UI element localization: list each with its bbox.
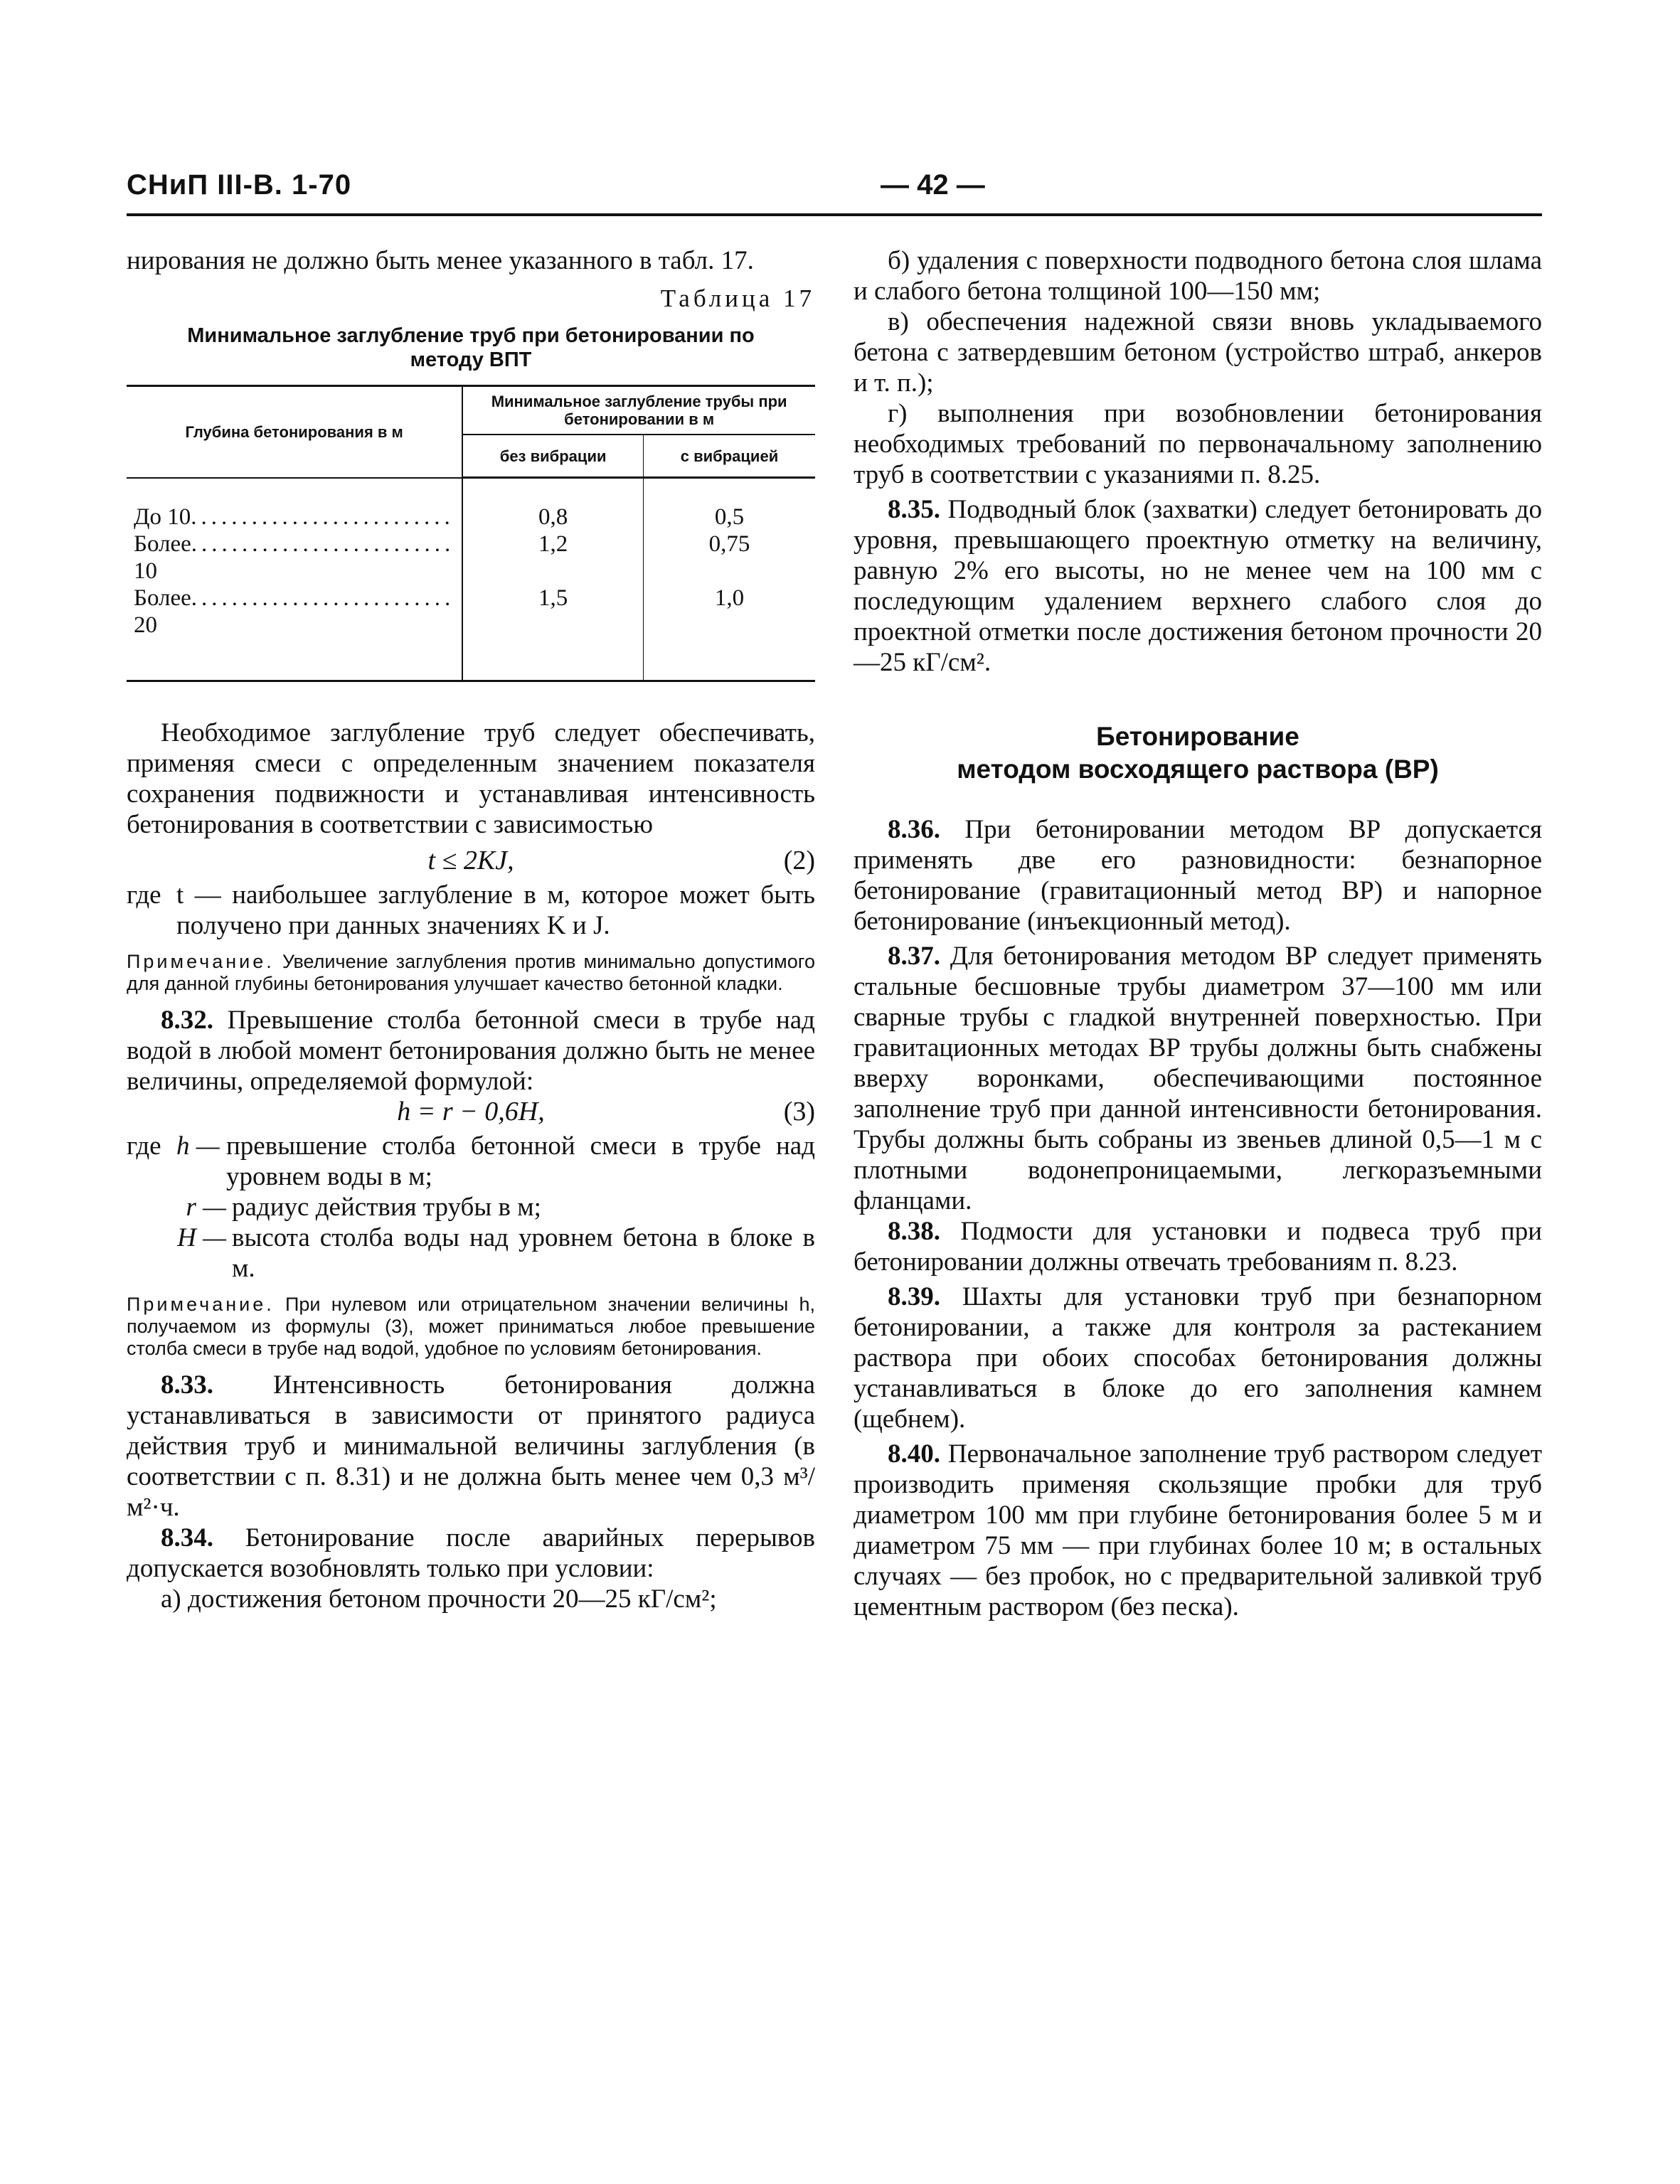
paragraph-number: 8.33. [161, 1370, 213, 1400]
legend-value: радиус действия трубы в м; [232, 1193, 541, 1222]
paragraph-number: 8.36. [888, 815, 940, 844]
row-value-no-vibration: 1,5 [462, 585, 643, 639]
paragraph-8-35 [854, 494, 1542, 678]
paragraph-8-37 [854, 941, 1542, 1216]
note-2-text: При нулевом или отрицательном значении величины h, получаемом из формулы (3), может приниматься любое превышение столба смеси в трубе над водой, удобное по условиям бетонирования. [127, 1294, 815, 1359]
table-caption: Таблица 17 [660, 284, 815, 312]
legend-item [127, 1192, 815, 1222]
legend-item [127, 1131, 815, 1192]
note-1 [127, 951, 815, 995]
row-value-no-vibration: 1,2 [462, 531, 643, 585]
note-1-text: Увеличение заглубления против минимально допустимого для данной глубины бетонирования улучшает качество бетонной кладки. [127, 951, 815, 994]
paragraph-text: Подводный блок (захватки) следует бетонировать до уровня, превышающего проектную отметку на величину, равную 2% его высоты, но не менее чем на 100 мм с последующим удалением верхнего слабого слоя до проектной отметки после достижения бетоном прочности 20—25 кГ/см². [854, 495, 1542, 677]
paragraph-8-34-g: г) выполнения при возобновлении бетонирования необходимых требований по первоначальному заполнению труб в соответствии с указаниями п. 8.25. [854, 399, 1542, 489]
page-number: — 42 — [881, 169, 985, 201]
table-row: Более 10 .......................... 1,2 0,75 [127, 531, 815, 585]
paragraph-number: 8.35. [888, 495, 940, 524]
intro-text: нирования не должно быть менее указанного в табл. 17. [127, 246, 754, 275]
formula-3-number: (3) [783, 1097, 815, 1126]
note-2 [127, 1294, 815, 1360]
formula-3 [127, 1097, 815, 1131]
right-column [854, 245, 1542, 1622]
paragraph-8-34 [127, 1523, 815, 1584]
formula-2-expression: t ≤ 2KJ, [427, 846, 514, 875]
section-heading-line-2: методом восходящего раствора (ВР) [957, 755, 1439, 784]
paragraph-8-40 [854, 1439, 1542, 1622]
paragraph-text: При бетонировании методом ВР допускается применять две его разновидности: безнапорное бетонирование (гравитационный метод ВР) и напорное бетонирование (инъекционный метод). [854, 815, 1542, 936]
paragraph-8-32 [127, 1005, 815, 1097]
row-value-vibration: 1,0 [714, 585, 745, 611]
document-code: СНиП III-В. 1-70 [127, 169, 352, 201]
legend-item [127, 1222, 815, 1284]
legend-key: r — [186, 1193, 226, 1222]
paragraph-8-33 [127, 1370, 815, 1523]
paragraph-text: Интенсивность бетонирования должна устанавливаться в зависимости от принятого радиуса действия труб и минимальной величины заглубления (в соответствии с п. 8.31) и не должна быть менее чем 0,3 м³/м²·ч. [127, 1370, 815, 1522]
table-17 [127, 385, 815, 682]
paragraph-8-38 [854, 1216, 1542, 1277]
legend-key: h — [176, 1131, 220, 1161]
paragraph-required-depth: Необходимое заглубление труб следует обеспечивать, применяя смеси с определенным значением показателя сохранения подвижности и устанавливая интенсивность бетонирования в соответствии с зависимостью [127, 718, 815, 839]
paragraph-8-34-v: в) обеспечения надежной связи вновь укладываемого бетона с затвердевшим бетоном (устройство штраб, анкеров и т. п.); [854, 307, 1542, 398]
table-col1-header: Глубина бетонирования в м [127, 386, 462, 478]
table-group-header: Минимальное заглубление трубы при бетонировании в м [462, 386, 815, 435]
paragraph-number: 8.39. [888, 1282, 940, 1311]
formula-3-expression: h = r − 0,6H, [397, 1097, 545, 1126]
table-subheader-no-vibration: без вибрации [462, 435, 643, 478]
paragraph-number: 8.37. [888, 942, 940, 971]
paragraph-text: Для бетонирования методом ВР следует применять стальные бесшовные трубы диаметром 37—100 мм или сварные трубы с гладкой внутренней поверхностью. При гравитационных методах ВР трубы должны быть снабжены вверху воронками, обеспечивающими постоянное заполнение труб при данной интенсивности бетонирования. Трубы должны быть собраны из звеньев длиной 0,5—1 м с плотными водонепроницаемыми, легкоразъемными фланцами. [854, 942, 1542, 1215]
row-label: Более 10 [134, 531, 191, 584]
row-value-no-vibration: 0,8 [462, 504, 643, 531]
paragraph-text: Первоначальное заполнение труб раствором следует производить применяя скользящие пробки для труб диаметром 100 мм при глубине бетонирования более 5 м и диаметром 75 мм — при глубинах более 10 м; в остальных случаях — без пробок, но с предварительной заливкой труб цементным раствором (без песка). [854, 1439, 1542, 1621]
row-label: Более 20 [134, 585, 191, 638]
paragraph-text: Шахты для установки труб при безнапорном бетонировании, а также для контроля за растеканием раствора при обоих способах бетонирования должны устанавливаться в блоке до его заполнения камнем (щебнем). [854, 1282, 1542, 1434]
table-row: Более 20 .......................... 1,5 1,0 [127, 585, 815, 639]
note-1-label: Примечание. [127, 951, 275, 972]
paragraph-8-39 [854, 1282, 1542, 1434]
row-value-vibration: 0,75 [708, 531, 750, 557]
formula-2-definition: t — наибольшее заглубление в м, которое может быть получено при данных значениях K и J. [176, 880, 815, 940]
legend-key: H — [177, 1223, 226, 1252]
formula-2 [127, 846, 815, 880]
row-value-vibration: 0,5 [714, 504, 745, 530]
formula-2-legend [127, 880, 815, 941]
where-word: где [127, 880, 161, 910]
paragraph-number: 8.32. [161, 1006, 213, 1035]
where-word: где [127, 1131, 161, 1161]
table-subheader-vibration: с вибрацией [643, 435, 815, 478]
header-rule [127, 213, 1542, 216]
paragraph-8-36 [854, 814, 1542, 937]
paragraph-number: 8.38. [888, 1217, 940, 1246]
paragraph-text: Подмости для установки и подвеса труб при бетонировании должны отвечать требованиям п. 8.23. [854, 1217, 1543, 1277]
paragraph-8-34-a: а) достижения бетоном прочности 20—25 кГ/см²; [161, 1584, 717, 1614]
left-column [127, 245, 815, 1614]
paragraph-text: Бетонирование после аварийных перерывов допускается возобновлять только при условии: [127, 1523, 815, 1583]
formula-3-legend [127, 1131, 815, 1284]
paragraph-number: 8.40. [888, 1439, 940, 1469]
section-heading-line-1: Бетонирование [1096, 722, 1299, 751]
paragraph-8-34-b: б) удаления с поверхности подводного бетона слоя шлама и слабого бетона толщиной 100—150 мм; [854, 246, 1542, 306]
legend-value: высота столба воды над уровнем бетона в блоке в м. [232, 1223, 815, 1283]
note-2-label: Примечание. [127, 1294, 275, 1315]
paragraph-text: Превышение столба бетонной смеси в трубе над водой в любой момент бетонирования должно быть не менее величины, определяемой формулой: [127, 1006, 815, 1096]
paragraph-number: 8.34. [161, 1523, 213, 1552]
legend-value: превышение столба бетонной смеси в трубе над уровнем воды в м; [226, 1131, 815, 1191]
page-header [127, 169, 1542, 215]
row-label: До 10 [134, 504, 191, 530]
table-row: До 10 .......................... 0,8 0,5 [127, 504, 815, 531]
section-heading [854, 720, 1542, 786]
formula-2-number: (2) [783, 846, 815, 875]
table-title: Минимальное заглубление труб при бетонировании по методу ВПТ [187, 324, 755, 371]
